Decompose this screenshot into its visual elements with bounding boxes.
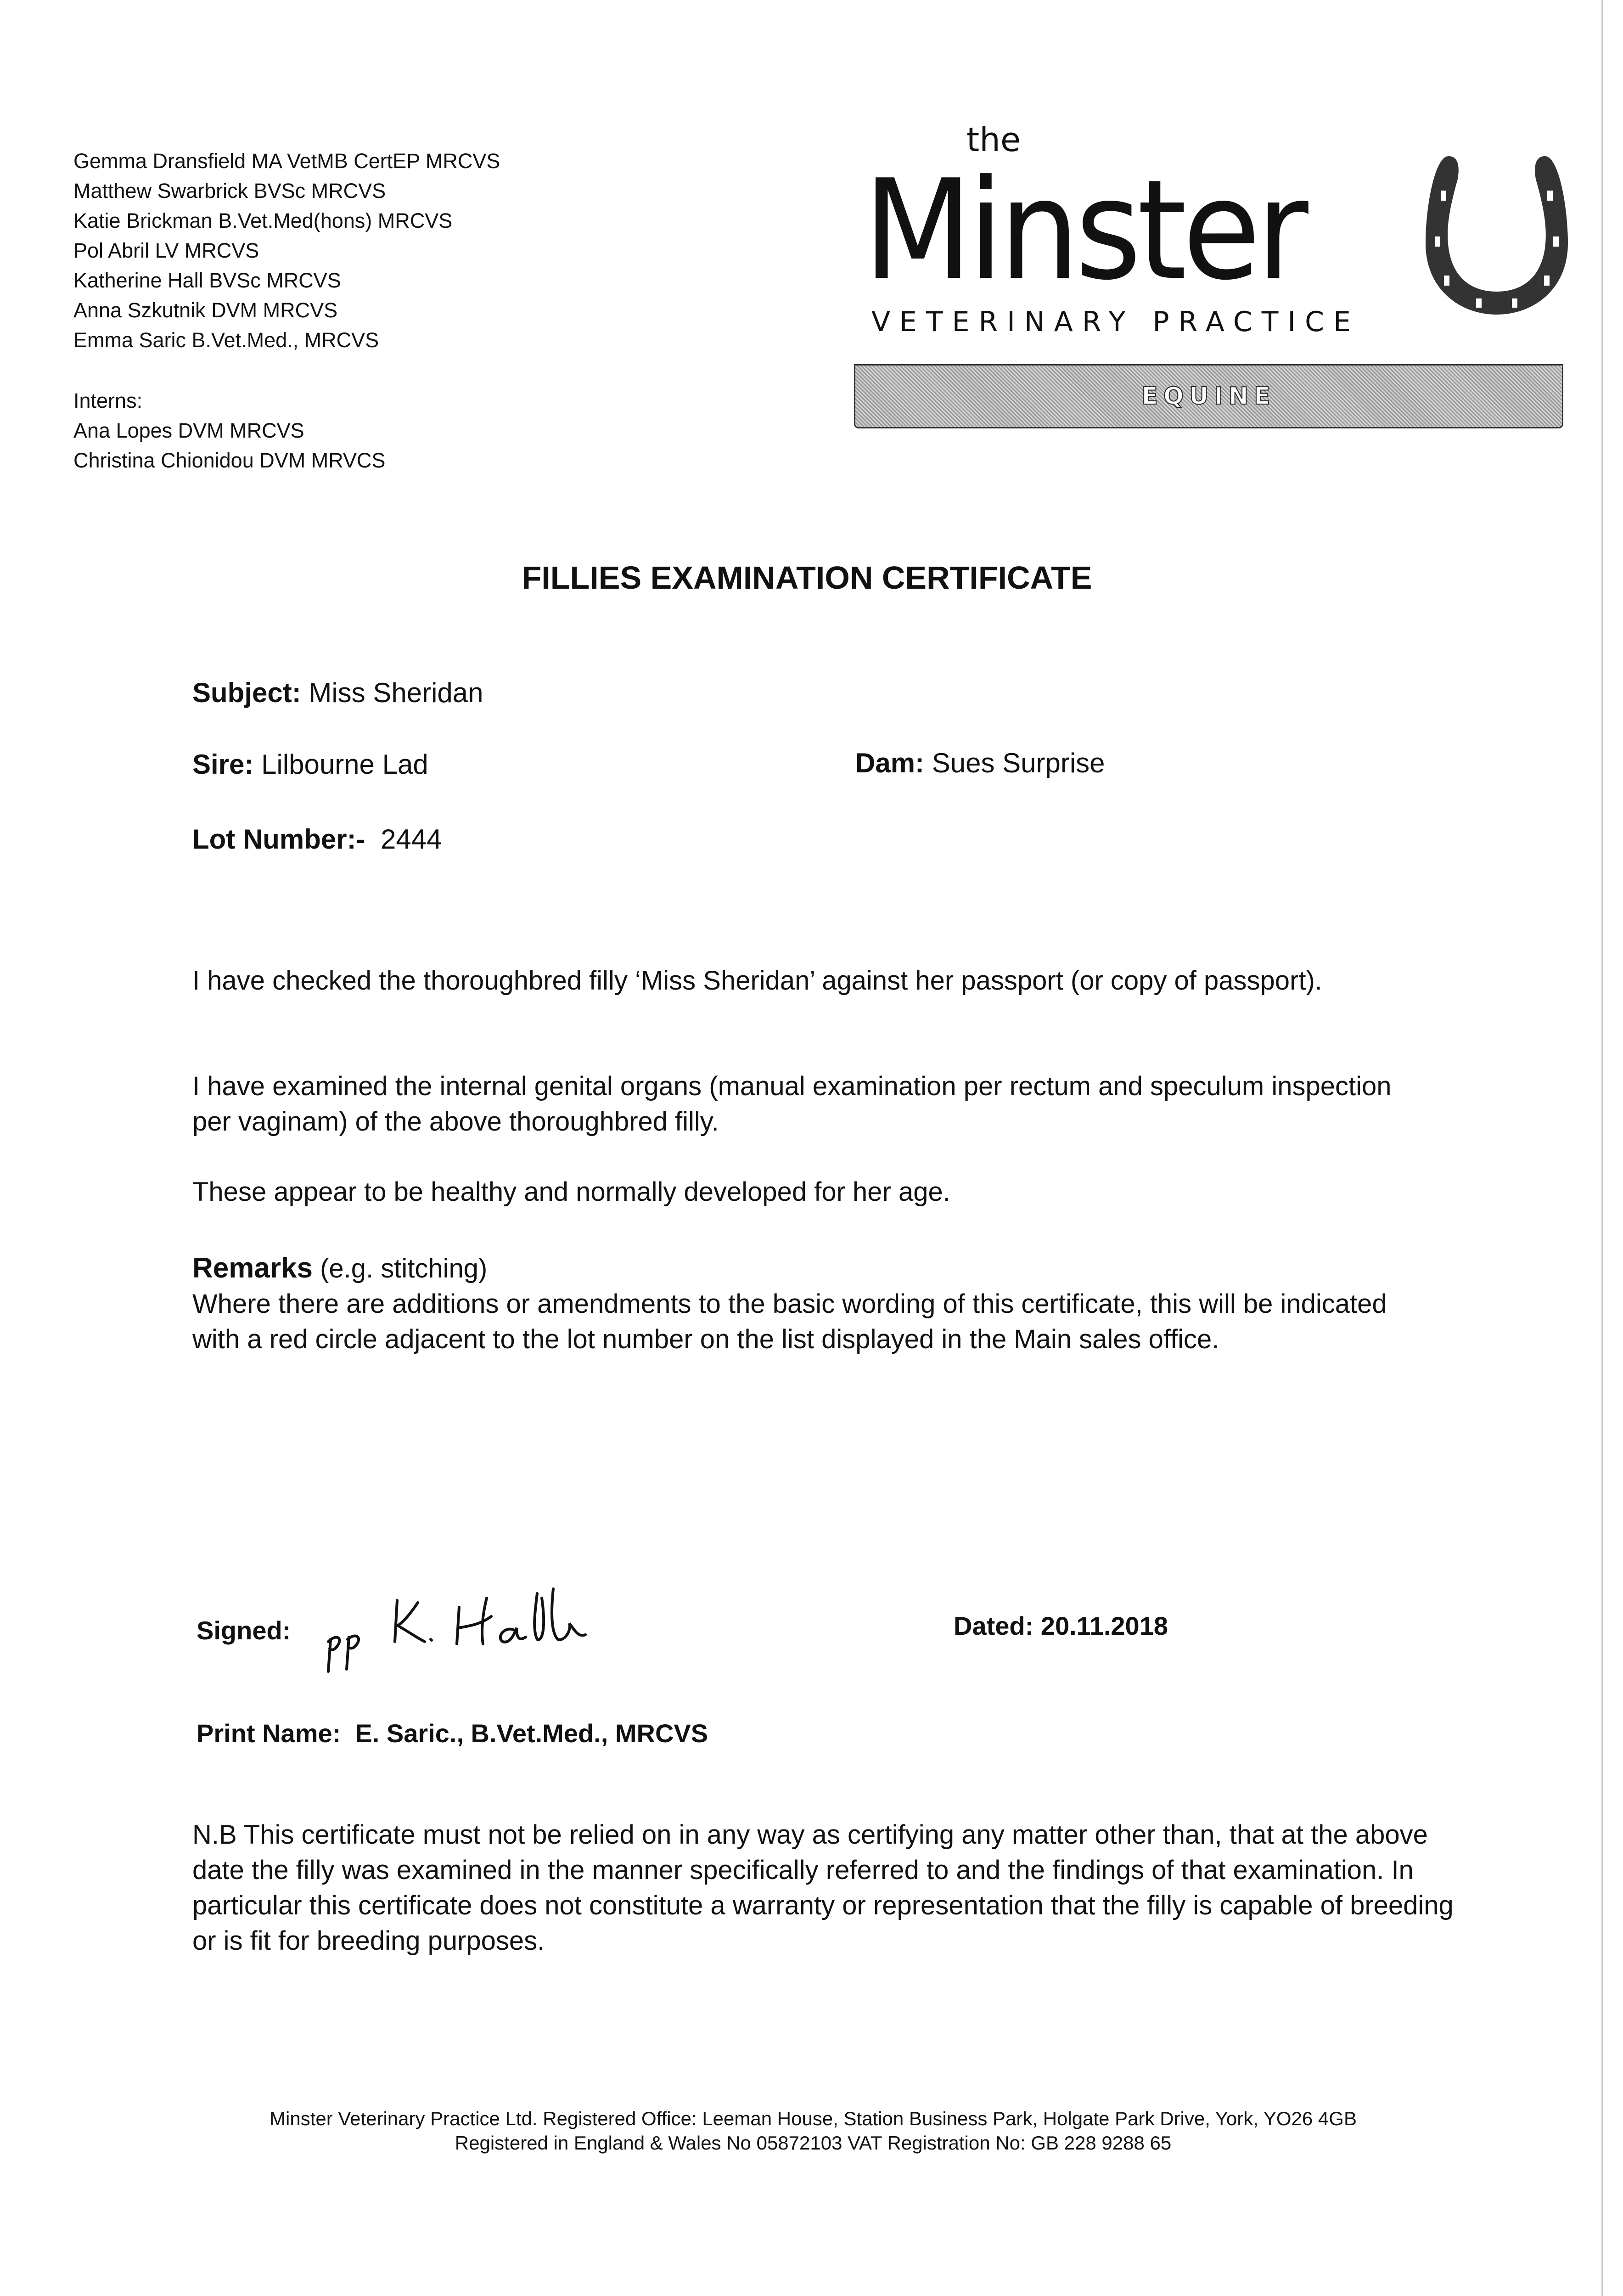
interns-label: Interns: [73,389,143,412]
subject-value: Miss Sheridan [309,677,483,708]
certificate-title: FILLIES EXAMINATION CERTIFICATE [522,560,1092,596]
subject-field [192,677,483,709]
intern: Christina Chionidou DVM MRVCS [73,449,386,472]
remarks-hint: (e.g. stitching) [320,1254,488,1283]
lot-value: 2444 [380,824,442,855]
print-name-field [197,1717,708,1750]
dated-label: Dated: [954,1611,1034,1640]
examination-text: I have examined the internal genital organs (manual examination per rectum and speculum inspection per vaginam) of the above thoroughbred filly. [192,1071,1392,1137]
passport-check-text: I have checked the thoroughbred filly ‘Miss Sheridan’ against her passport (or copy of passport). [192,966,1322,996]
lot-label: Lot Number:- [192,824,365,855]
staff-member: Katie Brickman B.Vet.Med(hons) MRCVS [73,209,453,232]
logo-subtitle: VETERINARY PRACTICE [871,306,1360,338]
signature-image [321,1580,597,1681]
staff-member: Matthew Swarbrick BVSc MRCVS [73,179,386,203]
staff-list [73,146,500,355]
division-banner [854,364,1563,428]
footer-address: Minster Veterinary Practice Ltd. Registered Office: Leeman House, Station Business Park, Holgate Park Drive, York, YO26 4GB [270,2108,1357,2129]
signed-label: Signed: [197,1616,291,1645]
staff-member: Katherine Hall BVSc MRCVS [73,269,341,292]
staff-member: Pol Abril LV MRCVS [73,239,259,262]
logo-the: the [966,120,1021,159]
remarks-text: Where there are additions or amendments to the basic wording of this certificate, this will be indicated with a red circle adjacent to the lot number on the list displayed in the Main sales office. [192,1289,1387,1354]
disclaimer-text: N.B This certificate must not be relied on in any way as certifying any matter other than, that at the above date the filly was examined in the manner specifically referred to and the findings of that examination. In particular this certificate does not constitute a warranty or representation that the filly is capable of breeding or is fit for breeding purposes. [192,1820,1454,1956]
horseshoe-icon [1423,152,1570,317]
intern: Ana Lopes DVM MRCVS [73,419,304,442]
staff-member: Gemma Dransfield MA VetMB CertEP MRCVS [73,149,500,173]
print-name-label: Print Name: [197,1719,341,1748]
staff-member: Anna Szkutnik DVM MRCVS [73,298,338,322]
division-label: EQUINE [1141,383,1276,410]
logo-name: Minster [863,150,1304,310]
remarks-section [192,1250,1432,1357]
lot-field [192,823,442,855]
dam-field [855,747,1105,779]
sire-value: Lilbourne Lad [261,749,428,780]
staff-member: Emma Saric B.Vet.Med., MRCVS [73,328,379,352]
interns-list [73,386,385,475]
footer-registration: Registered in England & Wales No 05872103 VAT Registration No: GB 228 9288 65 [455,2132,1172,2154]
sire-field [192,748,428,781]
dam-label: Dam: [855,748,925,778]
remarks-label: Remarks [192,1252,313,1284]
dated-value: 20.11.2018 [1040,1611,1168,1640]
subject-label: Subject: [192,677,301,708]
page-edge [1601,0,1603,2296]
sire-label: Sire: [192,749,254,780]
dam-value: Sues Surprise [932,748,1105,778]
findings-text: These appear to be healthy and normally developed for her age. [192,1177,950,1207]
dated-field [954,1610,1168,1642]
print-name-value: E. Saric., B.Vet.Med., MRCVS [355,1719,708,1748]
